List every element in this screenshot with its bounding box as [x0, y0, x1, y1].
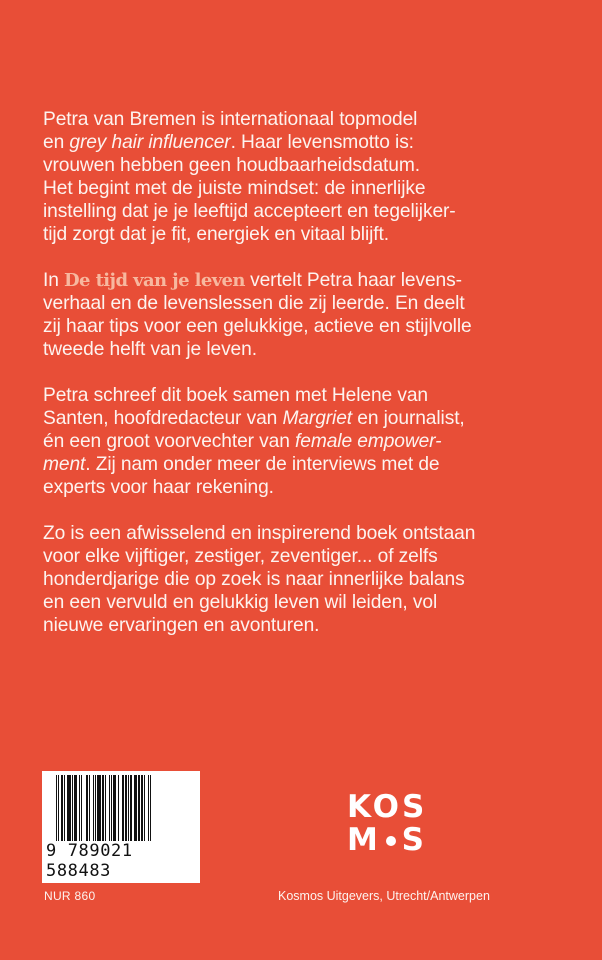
logo-letter: M: [347, 822, 381, 858]
paragraph-book-summary: [43, 269, 583, 361]
text-line: en een vervuld en gelukkig leven wil leiden, vol: [43, 592, 438, 613]
kosmos-logo: [347, 791, 427, 857]
text-line: [43, 131, 583, 154]
paragraph-closing: [43, 522, 583, 637]
isbn-digit-group: 789021: [67, 841, 133, 861]
italic-phrase: ment: [43, 454, 86, 475]
text-fragment: én een groot voorvechter van: [43, 431, 296, 452]
isbn-digit-prefix: 9: [46, 841, 57, 861]
text-fragment: en journalist,: [352, 408, 465, 429]
text-fragment: Santen, hoofdredacteur van: [43, 408, 283, 429]
text-line: Petra schreef dit boek samen met Helene van: [43, 385, 428, 406]
text-line: experts voor haar rekening.: [43, 477, 274, 498]
text-fragment: . Zij nam onder meer de interviews met de: [85, 454, 440, 475]
text-fragment: en: [43, 132, 70, 153]
back-cover-blurb: [43, 108, 583, 660]
paragraph-intro: [43, 108, 583, 246]
text-line: voor elke vijftiger, zestiger, zeventiger... of zelfs: [43, 546, 438, 567]
nur-code: NUR 860: [44, 889, 96, 903]
publisher-info: Kosmos Uitgevers, Utrecht/Antwerpen: [278, 889, 490, 903]
italic-phrase: female empower-: [295, 431, 442, 452]
text-line: [43, 453, 583, 476]
text-line: Het begint met de juiste mindset: de innerlijke: [43, 178, 426, 199]
italic-phrase: grey hair influencer: [69, 132, 231, 153]
text-fragment: . Haar levensmotto is:: [230, 132, 414, 153]
logo-letter: S: [401, 822, 427, 858]
text-line: [43, 269, 583, 292]
book-title: De tijd van je leven: [64, 270, 245, 291]
paragraph-coauthor: [43, 384, 583, 499]
text-fragment: vertelt Petra haar levens-: [244, 270, 462, 291]
text-line: Zo is een afwisselend en inspirerend boek ontstaan: [43, 523, 476, 544]
text-line: nieuwe ervaringen en avonturen.: [43, 615, 320, 636]
isbn-barcode: [42, 771, 200, 883]
text-line: tijd zorgt dat je fit, energiek en vitaal blijft.: [43, 224, 389, 245]
text-line: zij haar tips voor een gelukkige, actieve en stijlvolle: [43, 316, 472, 337]
logo-row-bottom: [347, 824, 427, 857]
text-line: instelling dat je je leeftijd accepteert en tegelijker-: [43, 201, 456, 222]
italic-phrase: Margriet: [282, 408, 353, 429]
text-line: honderdjarige die op zoek is naar innerlijke balans: [43, 569, 465, 590]
text-line: [43, 407, 583, 430]
isbn-digit-group: 588483: [46, 861, 112, 881]
text-line: verhaal en de levenslessen die zij leerde. En deelt: [43, 293, 465, 314]
logo-dot-icon: [386, 836, 396, 846]
text-fragment: In: [43, 270, 65, 291]
text-line: Petra van Bremen is internationaal topmodel: [43, 109, 418, 130]
text-line: vrouwen hebben geen houdbaarheidsdatum.: [43, 155, 420, 176]
text-line: [43, 430, 583, 453]
logo-row-top: KOS: [347, 789, 428, 825]
text-line: tweede helft van je leven.: [43, 339, 257, 360]
isbn-number: [46, 841, 200, 881]
